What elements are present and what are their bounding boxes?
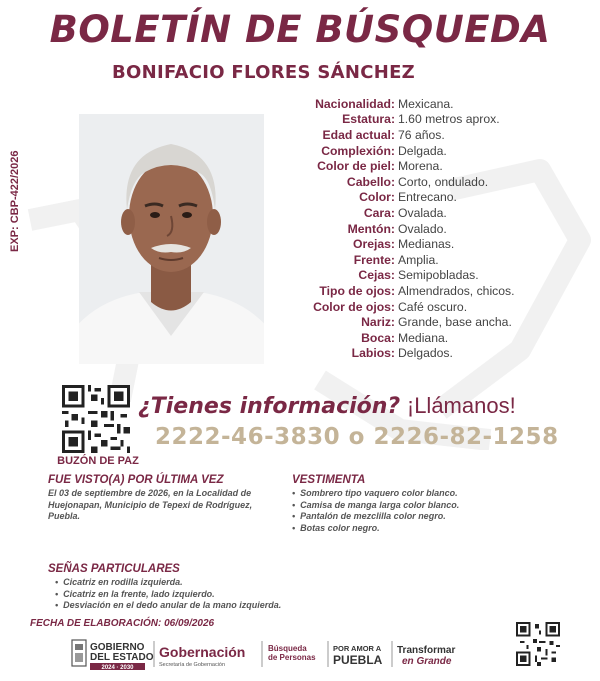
desc-value: Delgada. bbox=[398, 143, 447, 158]
desc-value: Ovalado. bbox=[398, 221, 447, 236]
phone-numbers[interactable]: 2222-46-3830 o 2226-82-1258 bbox=[155, 424, 559, 450]
desc-row-cara bbox=[290, 205, 590, 221]
last-seen-text: El 03 de septiembre de 2026, en la Localidad de Huejonapan, Municipio de Tepexi de Rodríguez, Puebla. bbox=[48, 488, 253, 521]
logo-busqueda-line1: Búsqueda bbox=[268, 644, 307, 653]
busqueda-personas-logo bbox=[268, 644, 316, 662]
bulletin-title: BOLETÍN DE BÚSQUEDA bbox=[49, 8, 551, 51]
desc-label: Complexión: bbox=[321, 143, 395, 158]
clothing-title: VESTIMENTA bbox=[292, 474, 366, 486]
qr-code-icon[interactable] bbox=[62, 385, 130, 453]
desc-label: Color de piel: bbox=[317, 159, 395, 174]
list-item: • Cicatriz en rodilla izquierda. bbox=[55, 577, 281, 589]
desc-value: Morena. bbox=[398, 159, 443, 174]
logo-gobernacion: Gobernación bbox=[159, 644, 246, 660]
desc-value: Almendrados, chicos. bbox=[398, 283, 515, 298]
desc-value: 1.60 metros aprox. bbox=[398, 112, 500, 127]
last-seen-title: FUE VISTO(A) POR ÚLTIMA VEZ bbox=[48, 474, 224, 486]
list-item: • Botas color negro. bbox=[292, 523, 459, 535]
desc-value: Mediana. bbox=[398, 330, 449, 345]
marks-title: SEÑAS PARTICULARES bbox=[48, 563, 180, 575]
logo-gobernacion-sub: Secretaría de Gobernación bbox=[159, 662, 226, 668]
desc-row-color-ojos bbox=[290, 299, 590, 315]
desc-row-nariz bbox=[290, 314, 590, 330]
desc-row-menton bbox=[290, 221, 590, 237]
physical-description bbox=[290, 96, 590, 361]
desc-row-boca bbox=[290, 330, 590, 346]
desc-label: Mentón: bbox=[347, 221, 395, 236]
desc-label: Nariz: bbox=[361, 315, 395, 330]
desc-value: Corto, ondulado. bbox=[398, 174, 489, 189]
list-item: • Pantalón de mezclilla color negro. bbox=[292, 511, 459, 523]
clothing-list bbox=[292, 488, 459, 534]
footer-qr-code-icon[interactable] bbox=[516, 622, 560, 666]
desc-label: Estatura: bbox=[342, 112, 395, 127]
gobierno-estado-logo bbox=[72, 640, 154, 671]
desc-value: Mexicana. bbox=[398, 96, 454, 111]
elaboration-date: FECHA DE ELABORACIÓN: 06/09/2026 bbox=[30, 618, 215, 629]
desc-label: Nacionalidad: bbox=[315, 96, 395, 111]
gobernacion-logo bbox=[159, 644, 245, 668]
desc-row-estatura bbox=[290, 112, 590, 128]
info-call: ¡Llámanos! bbox=[406, 393, 516, 418]
logo-transformar-line2: en Grande bbox=[402, 656, 452, 667]
desc-label: Tipo de ojos: bbox=[319, 283, 395, 298]
footer-logos bbox=[30, 636, 500, 672]
buzon-de-paz-label: BUZÓN DE PAZ bbox=[57, 455, 139, 467]
desc-value: Grande, base ancha. bbox=[398, 315, 512, 330]
logo-gobierno-years: 2024 · 2030 bbox=[101, 665, 134, 671]
desc-row-piel bbox=[290, 158, 590, 174]
desc-label: Color: bbox=[359, 190, 395, 205]
desc-label: Frente: bbox=[353, 252, 395, 267]
desc-value: 76 años. bbox=[398, 127, 445, 142]
list-item: • Camisa de manga larga color blanco. bbox=[292, 500, 459, 512]
desc-label: Orejas: bbox=[352, 237, 395, 252]
list-item: • Desviación en el dedo anular de la mano izquierda. bbox=[55, 600, 281, 612]
desc-value: Ovalada. bbox=[398, 205, 447, 220]
desc-row-nacionalidad bbox=[290, 96, 590, 112]
logo-busqueda-line2: de Personas bbox=[268, 653, 316, 662]
desc-value: Semipobladas. bbox=[398, 268, 479, 283]
desc-label: Edad actual: bbox=[322, 127, 395, 142]
desc-row-edad bbox=[290, 127, 590, 143]
desc-label: Labios: bbox=[351, 346, 395, 361]
desc-label: Cabello: bbox=[346, 174, 395, 189]
desc-row-cabello bbox=[290, 174, 590, 190]
desc-row-color bbox=[290, 190, 590, 206]
transformar-en-grande-logo bbox=[397, 645, 455, 667]
desc-value: Delgados. bbox=[398, 346, 453, 361]
desc-label: Cejas: bbox=[358, 268, 395, 283]
desc-label: Color de ojos: bbox=[313, 299, 395, 314]
expediente-number: EXP: CBP-422/2026 bbox=[9, 150, 21, 252]
desc-row-orejas bbox=[290, 236, 590, 252]
info-question: ¿Tienes información? bbox=[138, 394, 401, 419]
person-photo bbox=[79, 114, 264, 364]
desc-value: Entrecano. bbox=[398, 190, 457, 205]
desc-row-tipo-ojos bbox=[290, 283, 590, 299]
desc-value: Medianas. bbox=[398, 237, 455, 252]
logo-poramor-line2: PUEBLA bbox=[333, 653, 383, 667]
logo-transformar-line1: Transformar bbox=[397, 645, 456, 656]
logo-gobierno-line1: GOBIERNO bbox=[90, 642, 145, 653]
logo-poramor-line1: POR AMOR A bbox=[333, 644, 382, 653]
list-item: • Cicatriz en la frente, lado izquierdo. bbox=[55, 589, 281, 601]
person-name: BONIFACIO FLORES SÁNCHEZ bbox=[112, 62, 416, 83]
list-item: • Sombrero tipo vaquero color blanco. bbox=[292, 488, 459, 500]
desc-value: Amplia. bbox=[398, 252, 439, 267]
logo-gobierno-line2: DEL ESTADO bbox=[90, 652, 154, 663]
desc-row-complexion bbox=[290, 143, 590, 159]
por-amor-puebla-logo bbox=[333, 644, 383, 667]
desc-row-labios bbox=[290, 346, 590, 362]
desc-row-frente bbox=[290, 252, 590, 268]
desc-value: Café oscuro. bbox=[398, 299, 468, 314]
desc-label: Cara: bbox=[363, 205, 395, 220]
desc-label: Boca: bbox=[361, 330, 395, 345]
info-prompt bbox=[138, 392, 516, 420]
desc-row-cejas bbox=[290, 268, 590, 284]
marks-list bbox=[55, 577, 281, 612]
